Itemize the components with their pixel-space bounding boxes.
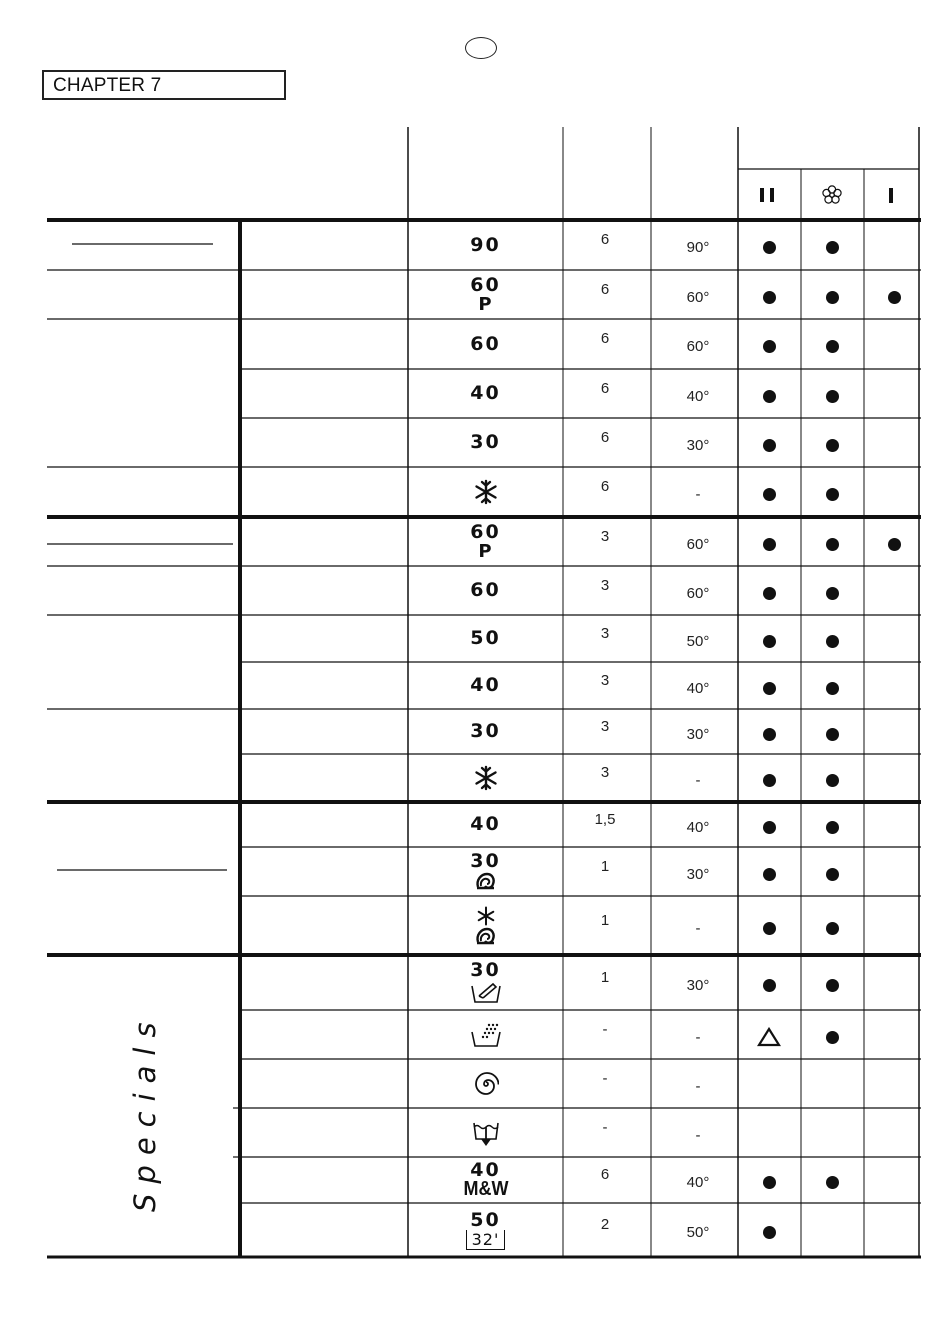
temperature-value: - — [695, 919, 701, 937]
max-load-value: 1 — [600, 911, 610, 929]
programme-symbol — [408, 757, 563, 799]
prewash-bar-icon — [888, 188, 896, 208]
compartment-ii-mark-triangle — [757, 1027, 781, 1051]
compartment-ii-mark — [763, 682, 776, 695]
temperature-value: 60° — [686, 288, 710, 306]
programme-symbol — [408, 1160, 563, 1200]
max-load-value: 3 — [600, 624, 610, 642]
softener-mark — [826, 979, 839, 992]
temperature-value: 90° — [686, 239, 710, 256]
programme-symbol — [408, 958, 563, 1007]
softener-mark — [826, 587, 839, 600]
programme-symbol — [408, 421, 563, 464]
softener-mark — [826, 728, 839, 741]
spin-icon — [473, 1071, 499, 1097]
temperature-value: 60° — [686, 338, 710, 355]
programme-temperature: 30 — [470, 850, 501, 872]
softener-mark — [826, 635, 839, 648]
compartment-ii-mark — [763, 488, 776, 501]
temperature-value: 30° — [686, 865, 710, 883]
softener-mark — [826, 1031, 839, 1044]
drain-icon — [471, 1119, 501, 1147]
programme-symbol — [408, 223, 563, 267]
specials-label: Specials — [128, 1012, 162, 1212]
temperature-value: 40° — [686, 387, 710, 405]
temperature-value: 60° — [686, 584, 710, 602]
softener-mark — [826, 868, 839, 881]
compartment-i-mark — [888, 538, 901, 551]
programme-temperature: 40 — [470, 382, 501, 404]
snowflake-wool-icon — [475, 906, 497, 946]
programme-symbol — [408, 618, 563, 659]
max-load-value: 3 — [600, 576, 610, 594]
programme-temperature: 50 — [470, 627, 501, 649]
max-load-value: 1 — [600, 968, 610, 986]
compartment-ii-mark — [763, 439, 776, 452]
programme-symbol — [408, 372, 563, 415]
compartment-i-mark — [888, 291, 901, 304]
max-load-value: 3 — [600, 717, 610, 735]
compartment-ii-mark — [763, 774, 776, 787]
quick-tub-time: 32' — [466, 1230, 506, 1250]
programme-temperature: 40 — [470, 1159, 501, 1181]
compartment-ii-mark — [763, 340, 776, 353]
programme-symbol — [408, 1013, 563, 1056]
compartment-ii-mark — [763, 390, 776, 403]
programme-symbol — [408, 569, 563, 612]
temperature-value: 50° — [686, 1224, 710, 1241]
compartment-ii-mark — [763, 979, 776, 992]
max-load-value: 6 — [600, 1166, 610, 1183]
softener-mark — [826, 241, 839, 254]
softener-mark — [826, 390, 839, 403]
max-load-value: - — [602, 1020, 608, 1038]
programme-symbol — [408, 1111, 563, 1154]
max-load-value: 2 — [600, 1216, 610, 1233]
temperature-value: - — [695, 486, 701, 503]
softener-mark — [826, 774, 839, 787]
softener-flower-icon — [821, 184, 843, 210]
compartment-ii-mark — [763, 821, 776, 834]
programme-symbol — [408, 273, 563, 316]
temperature-value: - — [695, 1126, 701, 1144]
compartment-ii-mark — [763, 241, 776, 254]
programme-symbol — [408, 712, 563, 751]
max-load-value: 6 — [600, 379, 610, 397]
max-load-value: 3 — [600, 527, 610, 545]
programme-temperature: 30 — [470, 959, 501, 981]
max-load-value: 6 — [600, 280, 610, 298]
softener-mark — [826, 291, 839, 304]
programme-symbol — [408, 665, 563, 706]
compartment-ii-mark — [763, 291, 776, 304]
wool-icon — [475, 871, 497, 891]
max-load-value: 6 — [600, 428, 610, 446]
max-load-value: 1,5 — [594, 810, 616, 828]
handwash-icon — [469, 980, 503, 1004]
programme-temperature: 60 — [470, 520, 501, 543]
temperature-value: 40° — [686, 818, 710, 836]
max-load-value: 1 — [600, 857, 610, 875]
temperature-value: - — [695, 772, 701, 789]
chapter-title: CHAPTER 7 — [42, 70, 286, 100]
compartment-ii-mark — [763, 635, 776, 648]
softener-mark — [826, 340, 839, 353]
compartment-ii-mark — [763, 538, 776, 551]
programme-subsymbol: M&W — [462, 1178, 508, 1200]
max-load-value: - — [602, 1069, 608, 1087]
compartment-ii-mark — [763, 1226, 776, 1239]
softener-mark — [826, 922, 839, 935]
compartment-ii-mark — [763, 922, 776, 935]
programme-symbol — [408, 322, 563, 366]
temperature-value: - — [695, 1077, 701, 1095]
softener-mark — [826, 488, 839, 501]
programme-symbol — [408, 850, 563, 893]
temperature-value: 30° — [686, 725, 710, 743]
max-load-value: 3 — [600, 671, 610, 689]
max-load-value: 6 — [600, 478, 610, 495]
softener-mark — [826, 538, 839, 551]
programme-temperature: 40 — [470, 674, 501, 696]
programme-temperature: 60 — [470, 273, 501, 296]
max-load-value: 6 — [600, 231, 610, 248]
max-load-value: 6 — [600, 330, 610, 347]
rinse-icon — [469, 1022, 503, 1048]
softener-mark — [826, 682, 839, 695]
programme-temperature: 50 — [470, 1208, 501, 1231]
programme-temperature: 30 — [470, 720, 501, 742]
temperature-value: 30° — [686, 436, 710, 454]
softener-mark — [826, 439, 839, 452]
programme-symbol — [408, 1206, 563, 1254]
programme-temperature: 60 — [470, 579, 501, 601]
programme-subsymbol: P — [478, 540, 493, 562]
compartment-ii-mark — [763, 587, 776, 600]
snowflake-icon — [473, 765, 499, 791]
temperature-value: 50° — [686, 632, 710, 650]
compartment-ii-mark — [763, 868, 776, 881]
snowflake-icon — [473, 479, 499, 505]
programme-temperature: 40 — [470, 813, 501, 835]
programme-symbol — [408, 1062, 563, 1105]
temperature-value: 40° — [686, 679, 710, 697]
softener-mark — [826, 821, 839, 834]
programme-symbol — [408, 899, 563, 952]
temperature-value: 30° — [686, 976, 710, 994]
programme-subsymbol: P — [478, 293, 493, 315]
programme-temperature: 90 — [470, 233, 501, 256]
programme-symbol — [408, 805, 563, 844]
pause-icon — [758, 186, 778, 208]
compartment-ii-mark — [763, 1176, 776, 1189]
temperature-value: 40° — [686, 1174, 710, 1191]
compartment-ii-mark — [763, 728, 776, 741]
programme-symbol — [408, 520, 563, 563]
temperature-value: 60° — [686, 535, 710, 553]
max-load-value: - — [602, 1118, 608, 1136]
max-load-value: 3 — [600, 764, 610, 781]
programme-temperature: 60 — [470, 332, 501, 355]
programme-symbol — [408, 470, 563, 514]
temperature-value: - — [695, 1028, 701, 1046]
programme-temperature: 30 — [470, 431, 501, 453]
softener-mark — [826, 1176, 839, 1189]
